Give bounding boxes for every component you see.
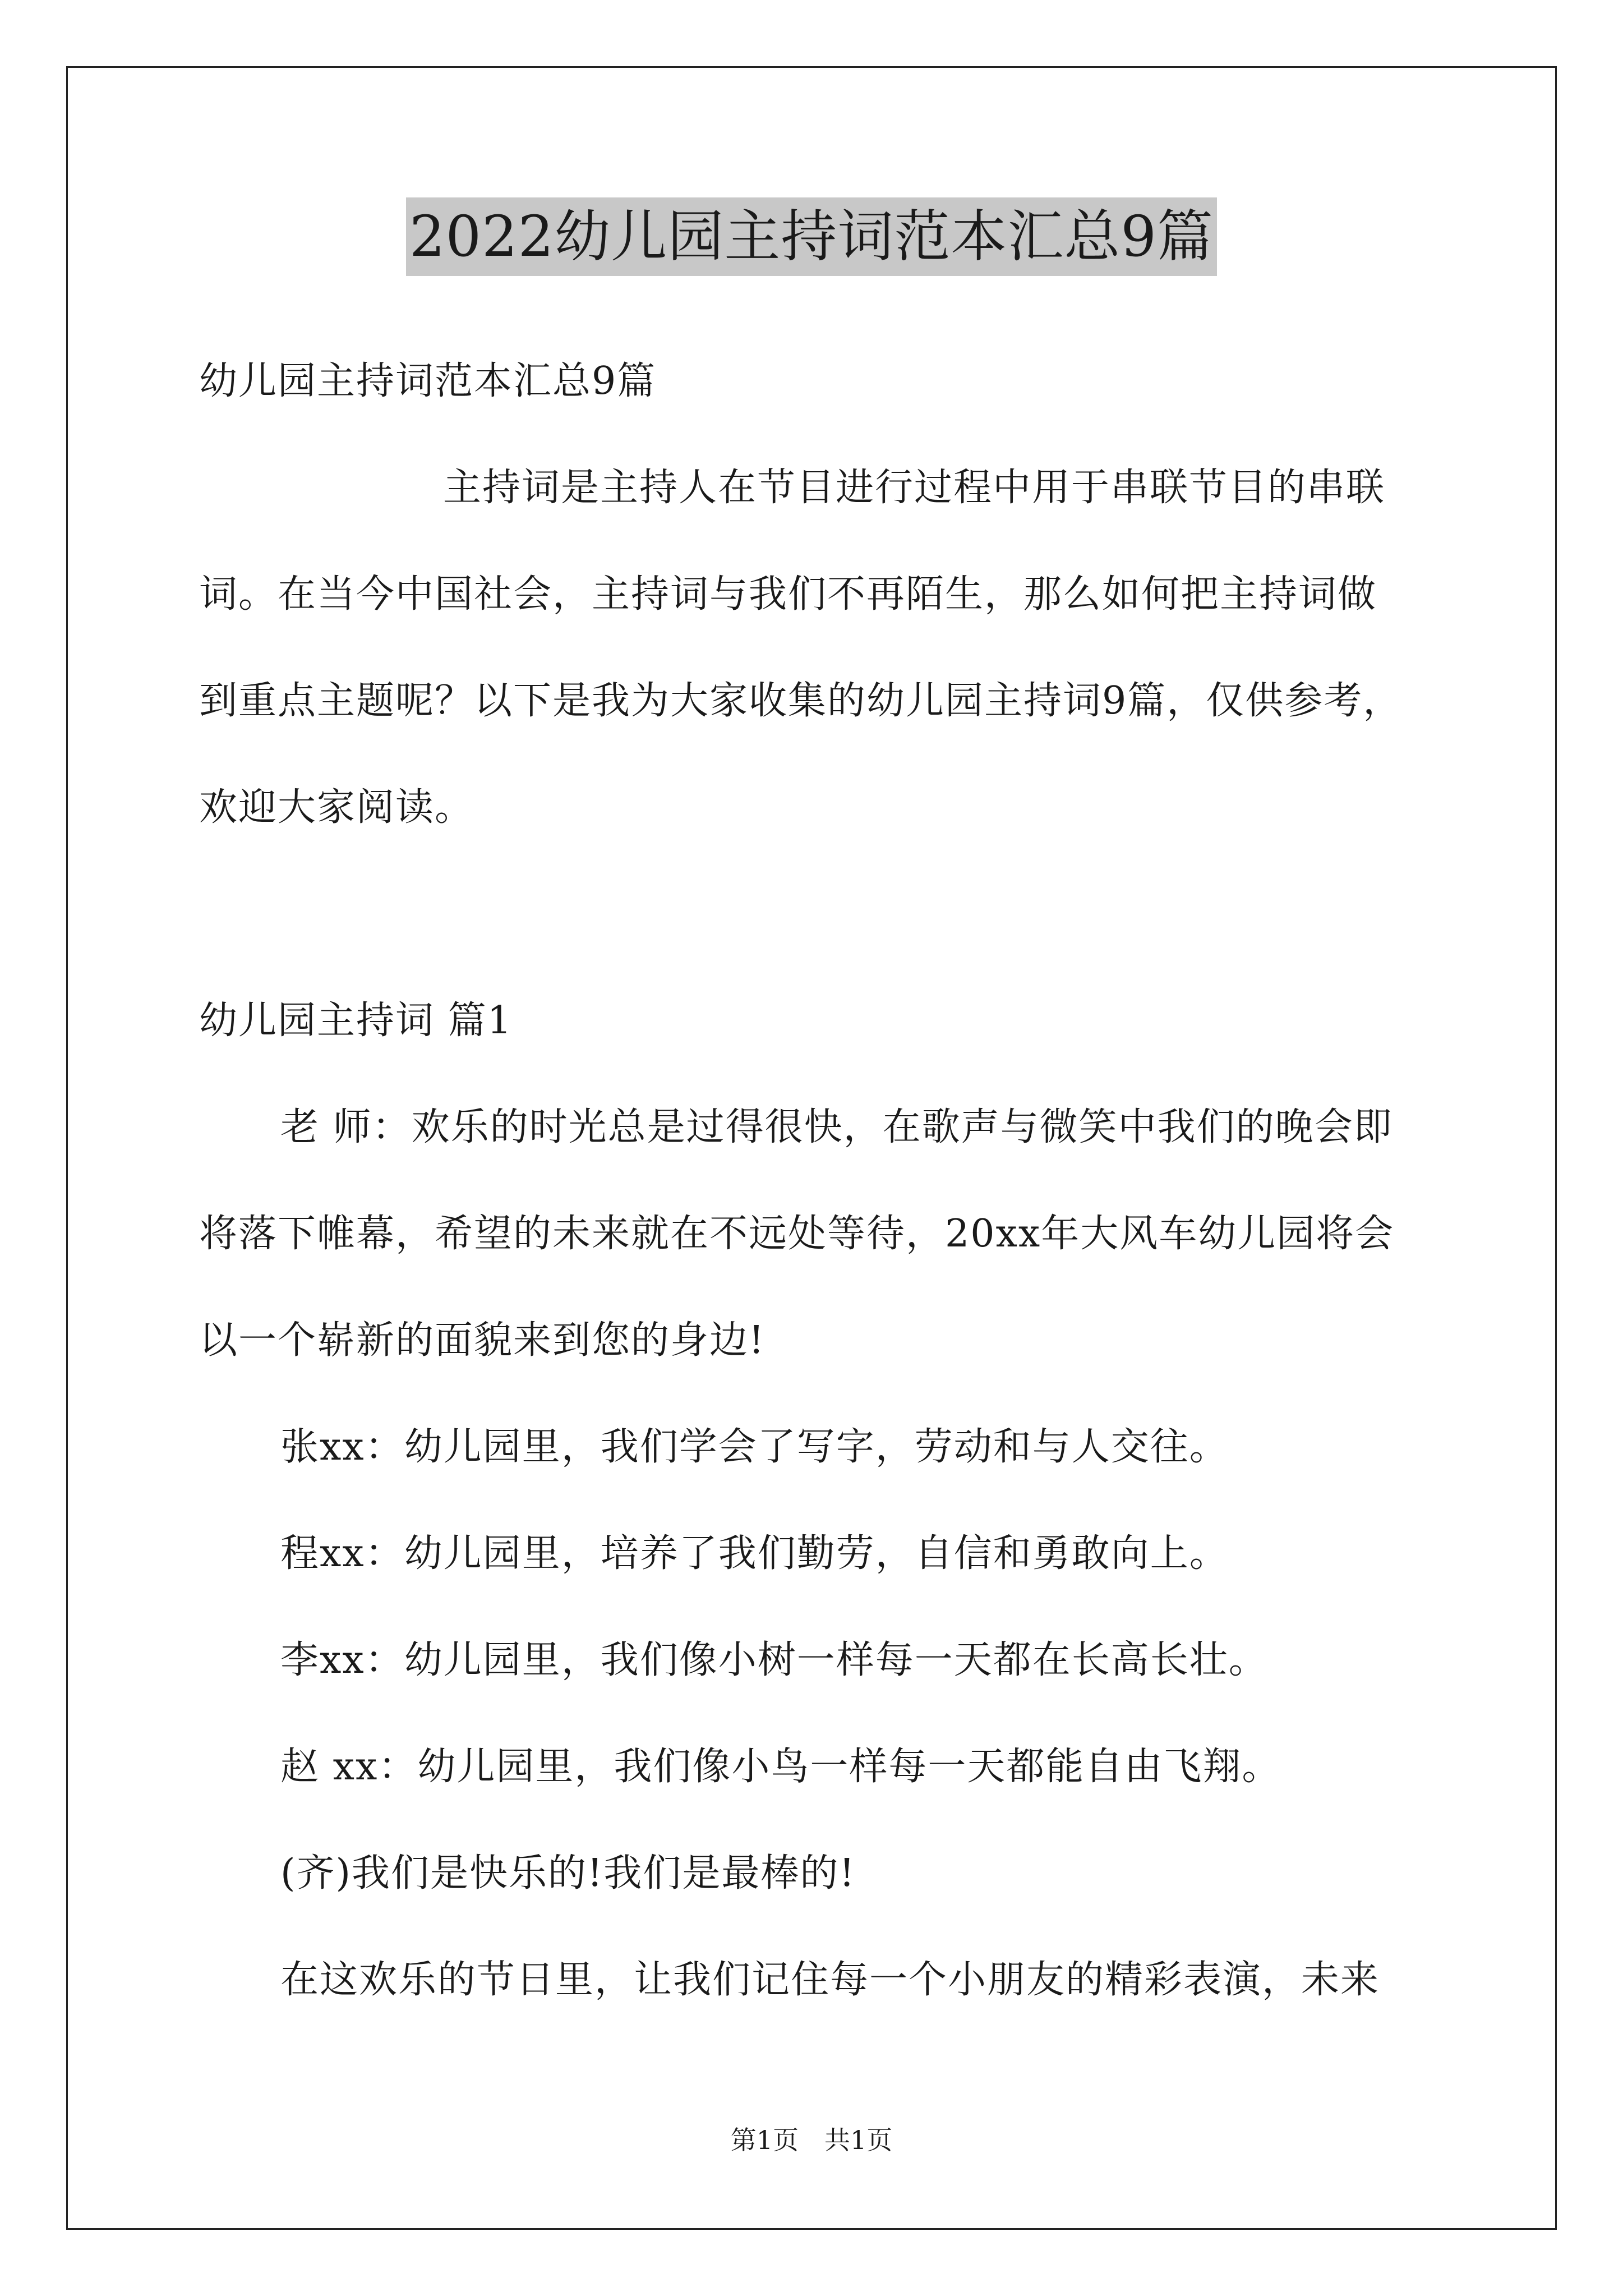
body-line: 程xx：幼儿园里，培养了我们勤劳，自信和勇敢向上。 (280, 1531, 1229, 1576)
body-line: 以一个崭新的面貌来到您的身边! (199, 1318, 766, 1363)
document-title-text: 2022幼儿园主持词范本汇总9篇 (406, 197, 1217, 276)
body-line: 在这欢乐的节日里，让我们记住每一个小朋友的精彩表演，未来 (280, 1958, 1380, 2002)
intro-line: 欢迎大家阅读。 (199, 785, 474, 830)
body-line: 将落下帷幕，希望的未来就在不远处等待，20xx年大风车幼儿园将会 (199, 1212, 1395, 1256)
section-heading: 幼儿园主持词 篇1 (199, 999, 513, 1043)
intro-line: 到重点主题呢？以下是我为大家收集的幼儿园主持词9篇，仅供参考， (199, 679, 1403, 723)
page-number-footer: 第1页 共1页 (730, 2125, 893, 2155)
body-line: 老 师：欢乐的时光总是过得很快，在歌声与微笑中我们的晚会即 (280, 1105, 1393, 1149)
document-title (0, 197, 1623, 276)
body-line: 赵 xx：幼儿园里，我们像小鸟一样每一天都能自由飞翔。 (280, 1745, 1281, 1789)
intro-line: 词。在当今中国社会，主持词与我们不再陌生，那么如何把主持词做 (199, 572, 1377, 616)
body-line: 张xx：幼儿园里，我们学会了写字，劳动和与人交往。 (280, 1425, 1229, 1469)
body-line: 李xx：幼儿园里，我们像小树一样每一天都在长高长壮。 (280, 1638, 1268, 1682)
body-line: (齐)我们是快乐的!我们是最棒的! (280, 1851, 856, 1895)
document-subtitle: 幼儿园主持词范本汇总9篇 (199, 359, 657, 403)
intro-line: 主持词是主持人在节目进行过程中用于串联节目的串联 (443, 466, 1386, 510)
